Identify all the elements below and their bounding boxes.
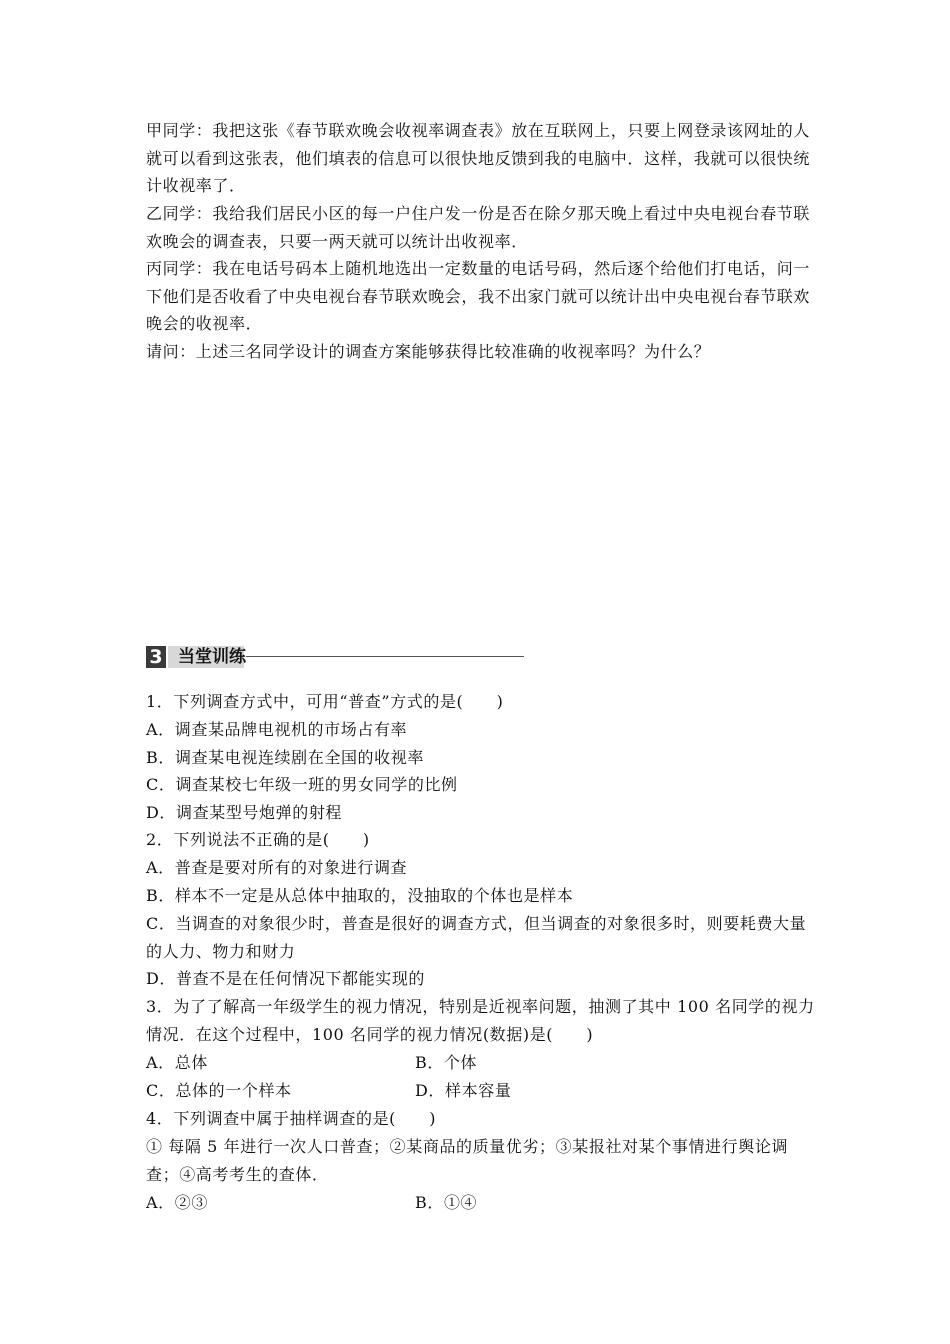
q2-option-b: B．样本不一定是从总体中抽取的，没抽取的个体也是样本 [146,886,574,905]
passage-paragraph-bing: 丙同学：我在电话号码本上随机地选出一定数量的电话号码，然后逐个给他们打电话，问一下他们是否收看了中央电视台春节联欢晚会，我不出家门就可以统计出中央电视台春节联欢晚会的收视率． [146,259,811,334]
q1-stem: 1．下列调查方式中，可用“普查”方式的是( ) [146,692,504,711]
q3-option-c: C．总体的一个样本 [146,1081,292,1100]
q3-option-b: B．个体 [415,1053,478,1072]
q2-stem: 2．下列说法不正确的是( ) [146,830,370,849]
section-title: 当堂训练 [178,647,246,667]
q1-option-c: C．调查某校七年级一班的男女同学的比例 [146,775,458,794]
q4-option-b: B．①④ [415,1193,478,1212]
section-number-badge: 3 [146,646,166,668]
q4-stem: 4．下列调查中属于抽样调查的是( ) [146,1109,437,1128]
q1-option-d: D．调查某型号炮弹的射程 [146,803,343,822]
section-divider [246,656,524,657]
passage-paragraph-jia: 甲同学：我把这张《春节联欢晚会收视率调查表》放在互联网上，只要上网登录该网址的人就可以看到这张表，他们填表的信息可以很快地反馈到我的电脑中．这样，我就可以很快统计收视率了． [146,121,811,196]
q3-option-a: A．总体 [146,1053,208,1072]
q4-items: ① 每隔 5 年进行一次人口普查；②某商品的质量优劣；③某报社对某个事情进行舆论调查；④高考考生的查体． [146,1137,789,1184]
q3-stem: 3．为了了解高一年级学生的视力情况，特别是近视率问题，抽测了其中 100 名同学的视力情况．在这个过程中，100 名同学的视力情况(数据)是( ) [146,997,815,1044]
passage-question: 请问：上述三名同学设计的调查方案能够获得比较准确的收视率吗？为什么？ [146,342,711,361]
section-header [146,645,526,671]
q3-option-d: D．样本容量 [415,1081,512,1100]
q2-option-a: A．普查是要对所有的对象进行调查 [146,858,408,877]
q1-option-a: A．调查某品牌电视机的市场占有率 [146,720,408,739]
q2-option-c: C．当调查的对象很少时，普查是很好的调查方式，但当调查的对象很多时，则要耗费大量的人力、物力和财力 [146,914,807,961]
q4-option-a: A．②③ [146,1193,208,1212]
q1-option-b: B．调查某电视连续剧在全国的收视率 [146,748,424,767]
q2-option-d: D．普查不是在任何情况下都能实现的 [146,969,426,988]
passage-paragraph-yi: 乙同学：我给我们居民小区的每一户住户发一份是否在除夕那天晚上看过中央电视台春节联欢晚会的调查表，只要一两天就可以统计出收视率． [146,204,811,251]
